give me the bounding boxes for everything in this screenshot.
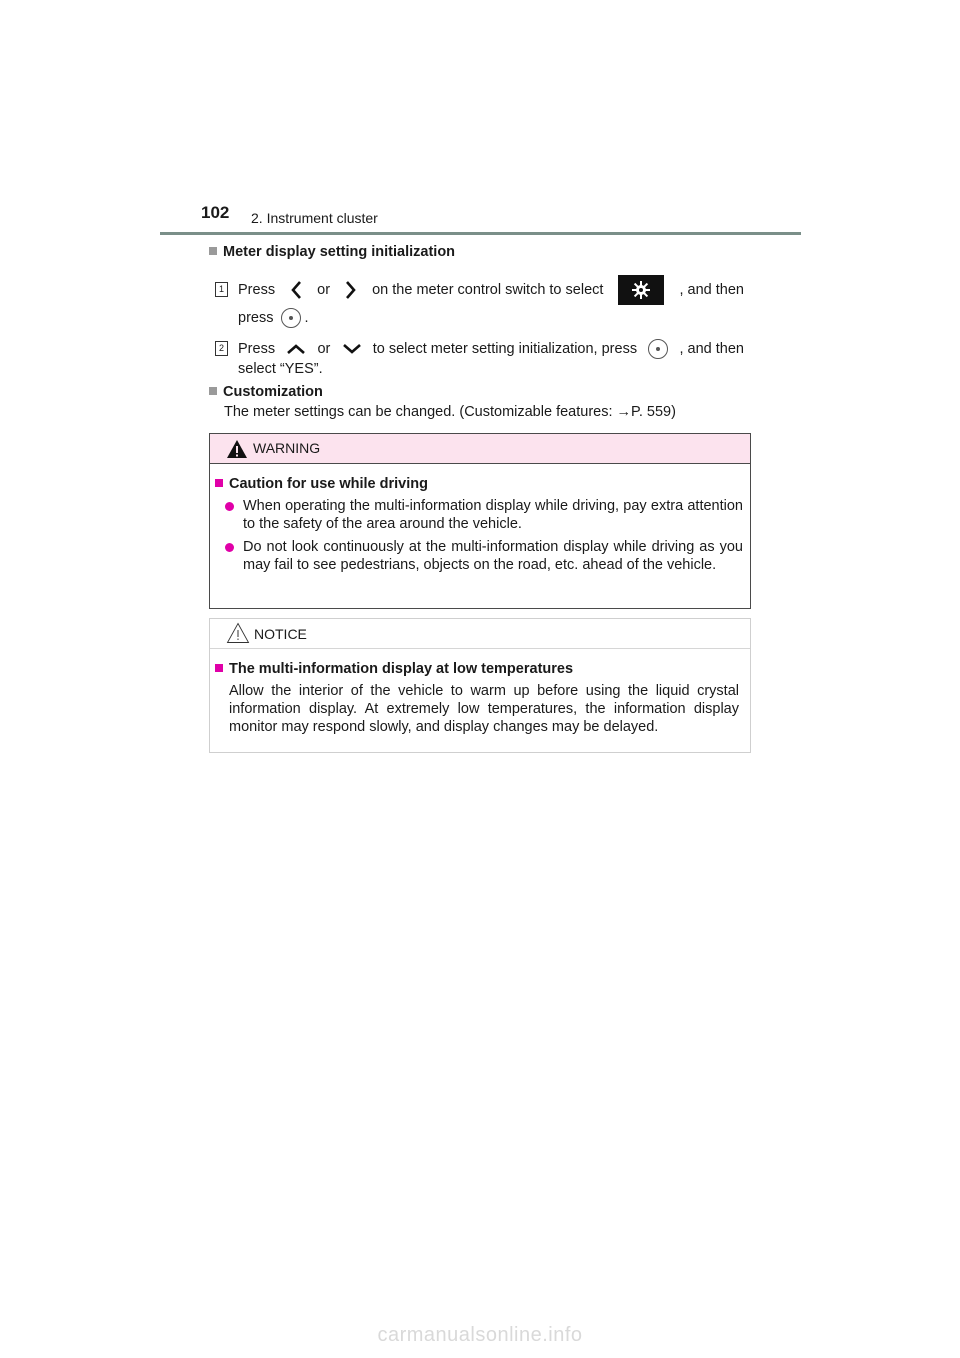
step-number-2: 2 [215,341,228,356]
enter-button-icon [281,308,301,328]
chevron-up-icon [286,343,306,355]
gray-square-bullet-icon [209,387,217,395]
step-1-line-1: Press or on the meter control switch to select , and then [238,274,744,306]
header-rule [160,232,801,235]
arrow-reference-icon: → [616,404,632,420]
warning-box [209,433,751,609]
warning-bullet-2: Do not look continuously at the multi-information display while driving as you may fail to see pedestrians, objects on the road, etc. ahead of the vehicle. [225,538,743,574]
page-number: 102 [201,203,230,222]
enter-button-icon [648,339,668,359]
notice-triangle-icon [226,622,250,649]
page-reference-link[interactable]: P. 559) [631,404,676,420]
notice-label: NOTICE [254,626,307,642]
chevron-right-icon [345,280,357,300]
step-1-line-2: press . [238,310,309,326]
warning-header [210,434,750,464]
warning-label: WARNING [253,440,321,456]
pink-square-bullet-icon [215,664,223,672]
step-number-1: 1 [215,282,228,297]
chevron-down-icon [342,343,362,355]
pink-square-bullet-icon [215,479,223,487]
meter-reset-heading: Meter display setting initialization [209,244,455,260]
notice-heading: The multi-information display at low temperatures [215,661,573,677]
warning-bullet-1: When operating the multi-information display while driving, pay extra attention to the safety of the area around the vehicle. [225,497,743,533]
chevron-left-icon [290,280,302,300]
customization-heading: Customization [209,384,323,400]
warning-triangle-icon [226,439,248,464]
pink-dot-bullet-icon [225,543,234,552]
gray-square-bullet-icon [209,247,217,255]
notice-box [209,618,751,753]
section-title: 2. Instrument cluster [251,210,378,226]
notice-header [210,619,750,649]
step-2-line-2: select “YES”. [238,361,323,377]
gear-settings-icon [618,275,664,305]
watermark-text: carmanualsonline.info [377,1324,583,1346]
step-2-line-1: Press or to select meter setting initialization, press , and then [238,341,744,357]
notice-text: Allow the interior of the vehicle to warm up before using the liquid crystal information display. At extremely low temperatures, the information display monitor may respond slowly, and display changes may be delayed. [229,683,739,735]
warning-heading: Caution for use while driving [215,476,428,492]
pink-dot-bullet-icon [225,502,234,511]
customization-text: The meter settings can be changed. (Customizable features: →P. 559) [224,404,676,420]
